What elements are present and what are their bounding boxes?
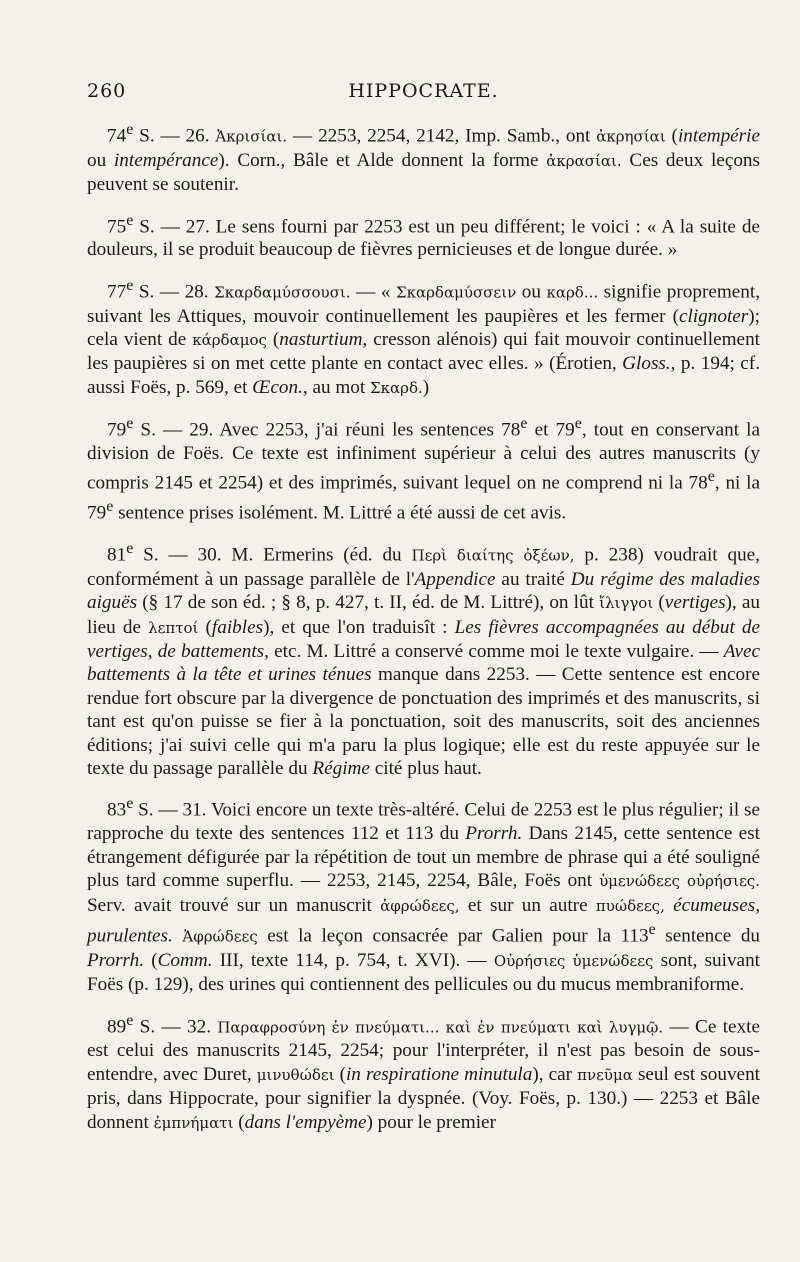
note-83: 83e S. — 31. Voici encore un texte très-altéré. Celui de 2253 est le plus régulier; il se rapproche du texte des sentences 112 et 113 du Prorrh. Dans 2145, cette sentence est étrangement défigurée par la répétition de tout un membre de phrase qui a été souligné plus tard comme superflu. — 2253, 2145, 2254, Bâle, Foës ont ὑμενώδεες οὐρήσιες. Serv. avait trouvé sur un manuscrit ἀφρώδεες, et sur un autre πυώδεες, écumeuses, purulentes. Ἀφρώδεες est la leçon consacrée par Galien pour la 113e sentence du Prorrh. (Comm. III, texte 114, p. 754, t. XVI). — Οὐρήσιες ὑμενώδεες sont, suivant Foës (p. 129), des urines qui contiennent des pellicules ou du mucus membraniforme. [87, 795, 761, 996]
running-head [87, 80, 760, 104]
note-81: 81e S. — 30. M. Ermerins (éd. du Περὶ διαίτης ὀξέων, p. 238) voudrait que, conformément à un passage parallèle de l'Appendice au traité Du régime des maladies aiguës (§ 17 de son éd. ; § 8, p. 427, t. II, éd. de M. Littré), on lût ἴλιγγοι (vertiges), au lieu de λεπτοί (faibles), et que l'on traduisît : Les fièvres accompagnées au début de vertiges, de battements, etc. M. Littré a conservé comme moi le texte vulgaire. — Avec battements à la tête et urines ténues manque dans 2253. — Cette sentence est encore rendue fort obscure par la divergence de ponctuation des imprimés et des manuscrits, si tant est qu'on puisse se fier à la ponctuation, soit des manuscrits, soit des anciennes éditions; j'ai suivi celle qui m'a paru la plus logique; elle est du reste appuyée sur le texte du passage parallèle du Régime cité plus haut. [87, 540, 761, 780]
running-title: HIPPOCRATE. [348, 80, 499, 102]
note-74: 74e S. — 26. Ἀκρισίαι. — 2253, 2254, 2142, Imp. Samb., ont ἀκρησίαι (intempérie ou intempérance). Corn., Bâle et Alde donnent la forme ἀκρασίαι. Ces deux leçons peuvent se soutenir. [87, 121, 760, 196]
page-number: 260 [87, 80, 127, 102]
note-75: 75e S. — 27. Le sens fourni par 2253 est un peu différent; le voici : « A la suite de douleurs, il se produit beaucoup de fièvres pernicieuses et de longue durée. » [87, 211, 760, 261]
notes-body [87, 118, 760, 1147]
note-77: 77e S. — 28. Σκαρδαμύσσουσι. — « Σκαρδαμύσσειν ou καρδ... signifie proprement, suivant les Attiques, mouvoir continuellement les paupières et les fermer (clignoter); cela vient de κάρδαμος (nasturtium, cresson alénois) qui fait mouvoir continuellement les paupières si on met cette plante en contact avec elles. » (Érotien, Gloss., p. 194; cf. aussi Foës, p. 569, et Œcon., au mot Σκαρδ.) [87, 276, 761, 398]
note-89: 89e S. — 32. Παραφροσύνη ἐν πνεύματι... καὶ ἐν πνεύματι καὶ λυγμῷ. — Ce texte est celui des manuscrits 2145, 2254; pour l'interpréter, il n'est pas besoin de sous-entendre, avec Duret, μινυθώδει (in respiratione minutula), car πνεῦμα seul est souvent pris, dans Hippocrate, pour signifier la dyspnée. (Voy. Foës, p. 130.) — 2253 et Bâle donnent ἐμπνήματι (dans l'empyème) pour le premier [87, 1011, 761, 1133]
note-79: 79e S. — 29. Avec 2253, j'ai réuni les sentences 78e et 79e, tout en conservant la division de Foës. Ce texte est infiniment supérieur à celui des autres manuscrits (y compris 2145 et 2254) et des imprimés, suivant lequel on ne comprend ni la 78e, ni la 79e sentence prises isolément. M. Littré a été aussi de cet avis. [87, 415, 761, 524]
